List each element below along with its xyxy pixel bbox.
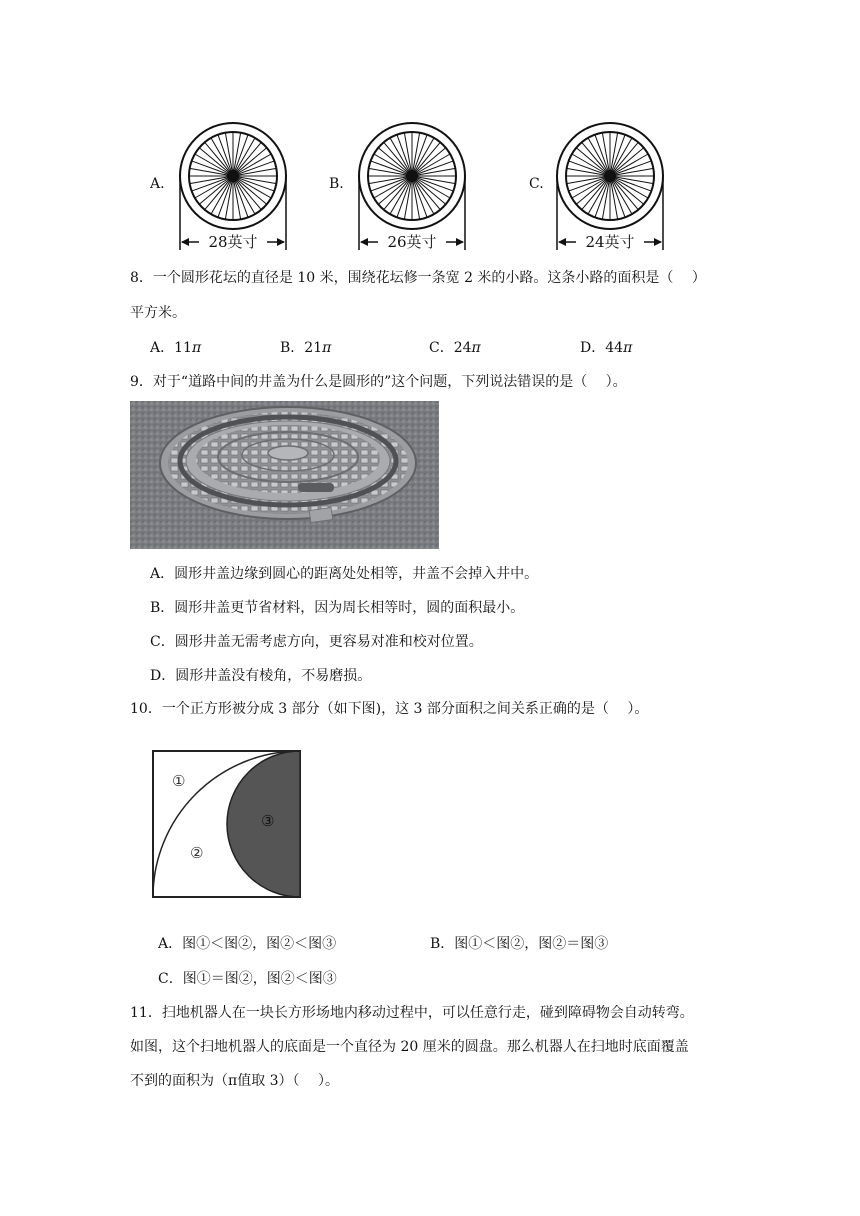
dimension-label: 28英寸 bbox=[208, 233, 258, 251]
q9-option-c[interactable]: C．圆形井盖无需考虑方向，更容易对准和校对位置。 bbox=[150, 634, 483, 650]
q11-stem-line3: 不到的面积为（π值取 3）（ ）。 bbox=[130, 1073, 340, 1089]
wheel-diagram-a bbox=[170, 118, 300, 254]
q8-stem-line2: 平方米。 bbox=[130, 305, 186, 321]
region-label-3: ③ bbox=[261, 812, 275, 830]
q8-stem-line1: 8．一个圆形花坛的直径是 10 米，围绕花坛修一条宽 2 米的小路。这条小路的面积是（ ） bbox=[130, 270, 706, 286]
q9-option-d[interactable]: D．圆形井盖没有棱角，不易磨损。 bbox=[150, 668, 372, 684]
q10-option-c[interactable]: C．图①＝图②，图②＜图③ bbox=[158, 971, 337, 987]
option-letter: B. bbox=[329, 176, 344, 192]
manhole-cover-photo bbox=[130, 401, 439, 549]
q8-option-b[interactable]: B．21π bbox=[280, 340, 332, 356]
region-label-1: ① bbox=[172, 772, 186, 790]
q10-stem: 10．一个正方形被分成 3 部分（如下图)，这 3 部分面积之间关系正确的是（ ）。 bbox=[130, 701, 649, 717]
q11-stem-line2: 如图，这个扫地机器人的底面是一个直径为 20 厘米的圆盘。那么机器人在扫地时底面覆盖 bbox=[130, 1039, 689, 1055]
hub bbox=[604, 170, 616, 182]
region-label-2: ② bbox=[190, 844, 204, 862]
hub bbox=[406, 170, 418, 182]
arrowhead-left bbox=[558, 238, 566, 246]
q10-option-a[interactable]: A．图①＜图②，图②＜图③ bbox=[158, 936, 337, 952]
arrowhead-right bbox=[654, 238, 662, 246]
q10-option-b[interactable]: B．图①＜图②，图②＝图③ bbox=[430, 936, 609, 952]
q9-option-b[interactable]: B．圆形井盖更节省材料，因为周长相等时，圆的面积最小。 bbox=[150, 600, 525, 616]
q9-stem: 9．对于“道路中间的井盖为什么是圆形的”这个问题，下列说法错误的是（ ）。 bbox=[130, 374, 627, 390]
wheel-diagram-c bbox=[547, 118, 677, 254]
q8-option-a[interactable]: A．11π bbox=[150, 340, 202, 356]
arrowhead-right bbox=[456, 238, 464, 246]
arrowhead-left bbox=[181, 238, 189, 246]
arrowhead-left bbox=[360, 238, 368, 246]
q8-option-c[interactable]: C．24π bbox=[429, 340, 481, 356]
wheel-diagram-b bbox=[349, 118, 479, 254]
arrowhead-right bbox=[277, 238, 285, 246]
q8-option-d[interactable]: D．44π bbox=[580, 340, 633, 356]
option-letter: C. bbox=[529, 176, 544, 192]
square-division-figure bbox=[150, 748, 306, 900]
hub bbox=[227, 170, 239, 182]
dimension-label: 24英寸 bbox=[585, 233, 635, 251]
option-letter: A. bbox=[150, 176, 165, 192]
dimension-label: 26英寸 bbox=[387, 233, 437, 251]
q9-option-a[interactable]: A．圆形井盖边缘到圆心的距离处处相等，井盖不会掉入井中。 bbox=[150, 566, 539, 582]
q11-stem-line1: 11．扫地机器人在一块长方形场地内移动过程中，可以任意行走，碰到障碍物会自动转弯。 bbox=[130, 1005, 694, 1021]
